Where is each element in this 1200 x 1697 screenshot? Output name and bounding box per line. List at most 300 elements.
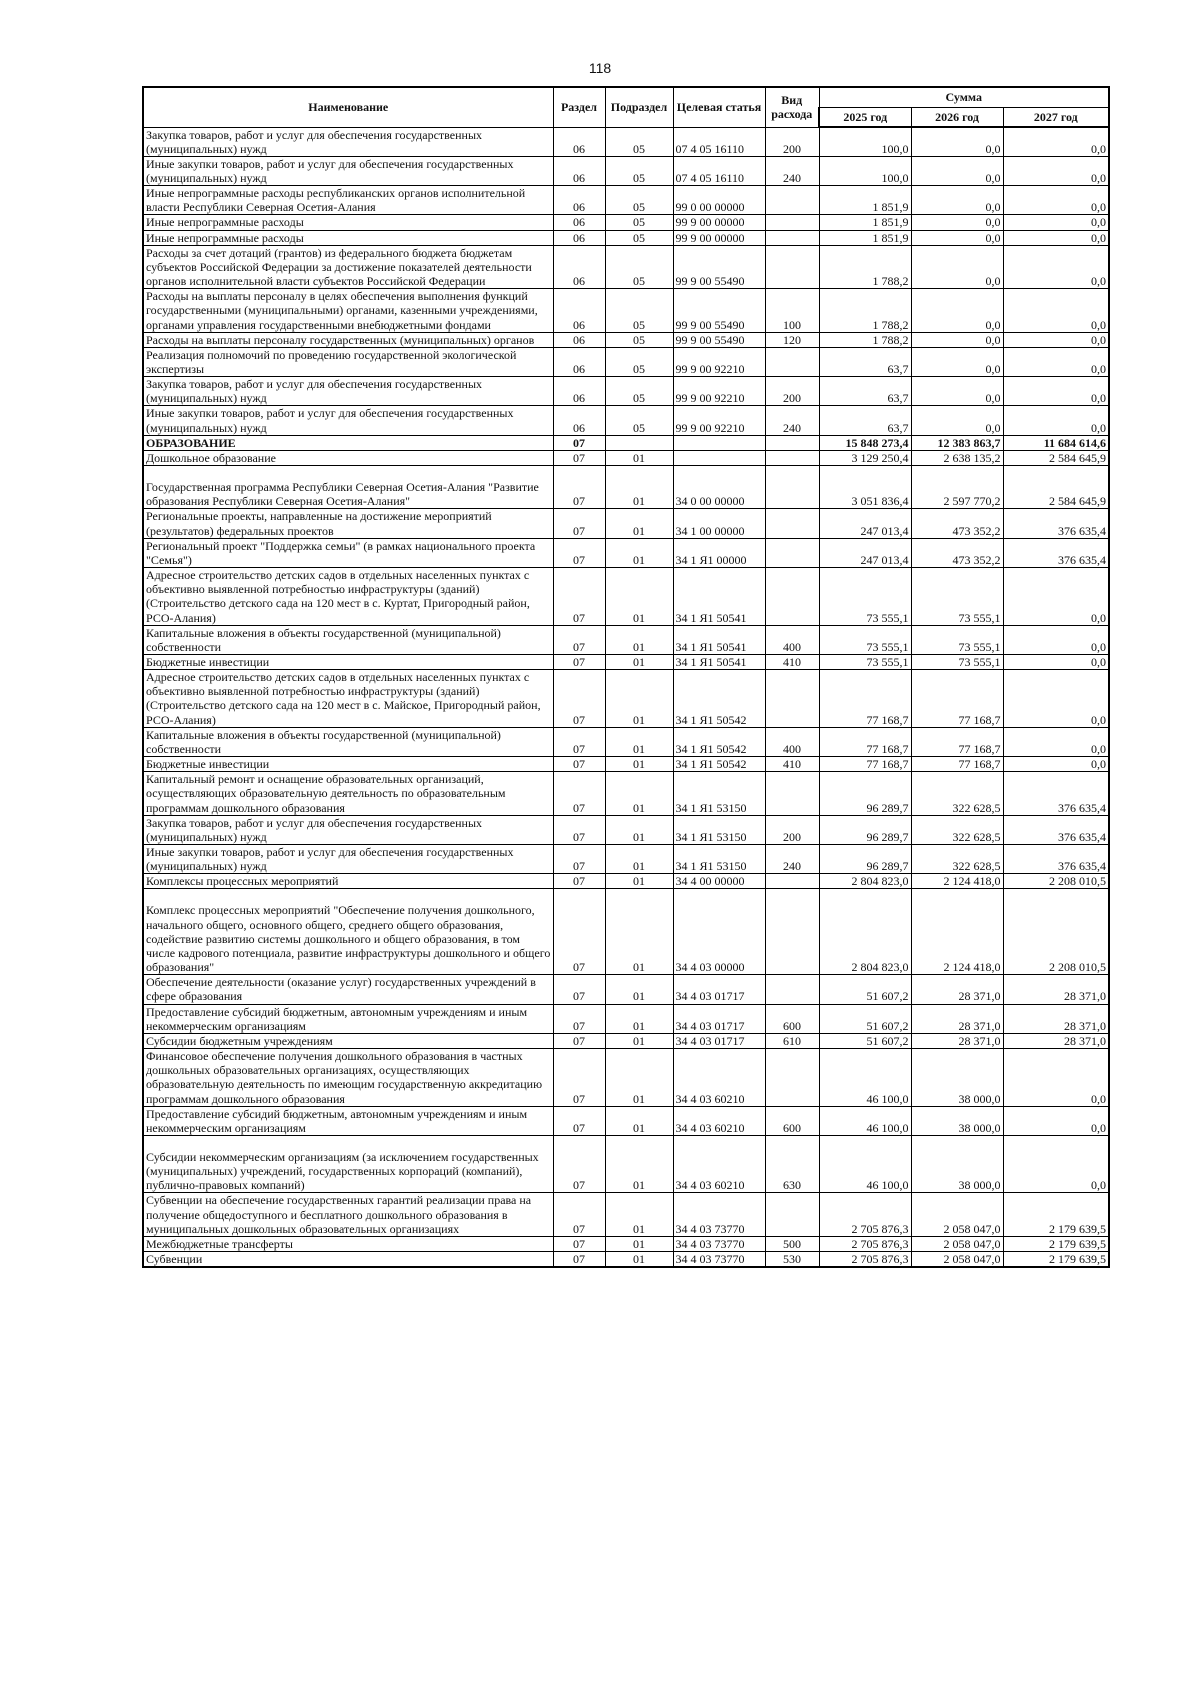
row-target: 99 9 00 00000 (673, 215, 765, 230)
row-razdel: 07 (553, 1106, 605, 1135)
row-vid (765, 874, 819, 889)
col-header-target: Целевая статья (673, 87, 765, 127)
row-sum-2027: 0,0 (1003, 1135, 1109, 1192)
row-vid (765, 975, 819, 1004)
row-sum-2026: 0,0 (911, 230, 1003, 245)
row-sum-2025: 46 100,0 (819, 1049, 911, 1107)
row-vid (765, 1193, 819, 1236)
row-razdel: 07 (553, 1193, 605, 1236)
row-sum-2025: 1 788,2 (819, 289, 911, 332)
row-name: Закупка товаров, работ и услуг для обеспечения государственных (муниципальных) нужд (143, 377, 553, 406)
row-podrazdel: 01 (605, 670, 673, 728)
row-name: Расходы на выплаты персоналу в целях обеспечения выполнения функций государственными (муниципальными) органами, казенными учреждениями, органами управления государственными внебюджетными фондами (143, 289, 553, 332)
row-target: 34 4 03 73770 (673, 1193, 765, 1236)
row-podrazdel (605, 435, 673, 450)
row-sum-2026: 0,0 (911, 289, 1003, 332)
row-podrazdel: 01 (605, 568, 673, 626)
col-header-podrazdel: Подраздел (605, 87, 673, 127)
row-sum-2025: 51 607,2 (819, 975, 911, 1004)
row-sum-2025: 96 289,7 (819, 772, 911, 815)
row-name: ОБРАЗОВАНИЕ (143, 435, 553, 450)
row-name: Региональные проекты, направленные на достижение мероприятий (результатов) федеральных проектов (143, 509, 553, 538)
row-podrazdel: 01 (605, 1106, 673, 1135)
row-razdel: 07 (553, 450, 605, 465)
row-sum-2027: 0,0 (1003, 230, 1109, 245)
row-sum-2026: 73 555,1 (911, 654, 1003, 669)
row-sum-2027: 0,0 (1003, 332, 1109, 347)
row-razdel: 07 (553, 568, 605, 626)
row-target: 99 9 00 55490 (673, 332, 765, 347)
row-podrazdel: 05 (605, 332, 673, 347)
row-name: Дошкольное образование (143, 450, 553, 465)
row-sum-2027: 28 371,0 (1003, 1004, 1109, 1033)
row-razdel: 06 (553, 406, 605, 435)
row-name: Реализация полномочий по проведению государственной экологической экспертизы (143, 347, 553, 376)
table-row (143, 625, 1109, 654)
row-sum-2027: 2 179 639,5 (1003, 1193, 1109, 1236)
row-target: 34 4 03 00000 (673, 889, 765, 975)
row-podrazdel: 01 (605, 772, 673, 815)
row-sum-2025: 46 100,0 (819, 1135, 911, 1192)
col-header-razdel: Раздел (553, 87, 605, 127)
row-sum-2026: 0,0 (911, 332, 1003, 347)
row-sum-2026: 2 638 135,2 (911, 450, 1003, 465)
row-sum-2027: 376 635,4 (1003, 538, 1109, 567)
row-podrazdel: 05 (605, 245, 673, 288)
row-sum-2025: 247 013,4 (819, 538, 911, 567)
row-sum-2026: 473 352,2 (911, 538, 1003, 567)
table-row (143, 1033, 1109, 1048)
row-sum-2027: 11 684 614,6 (1003, 435, 1109, 450)
table-row (143, 230, 1109, 245)
row-name: Предоставление субсидий бюджетным, автономным учреждениям и иным некоммерческим организациям (143, 1106, 553, 1135)
row-name: Иные закупки товаров, работ и услуг для обеспечения государственных (муниципальных) нужд (143, 406, 553, 435)
row-sum-2027: 0,0 (1003, 127, 1109, 156)
row-sum-2026: 28 371,0 (911, 975, 1003, 1004)
row-razdel: 07 (553, 435, 605, 450)
row-sum-2027: 0,0 (1003, 156, 1109, 185)
row-target: 34 1 Я1 50541 (673, 568, 765, 626)
row-podrazdel: 01 (605, 874, 673, 889)
table-row (143, 406, 1109, 435)
row-target: 34 1 Я1 50542 (673, 670, 765, 728)
table-row (143, 889, 1109, 975)
row-podrazdel: 01 (605, 654, 673, 669)
row-podrazdel: 01 (605, 757, 673, 772)
row-razdel: 07 (553, 538, 605, 567)
row-sum-2027: 0,0 (1003, 377, 1109, 406)
row-sum-2025: 63,7 (819, 377, 911, 406)
row-razdel: 06 (553, 347, 605, 376)
row-target: 34 4 03 60210 (673, 1106, 765, 1135)
table-row (143, 127, 1109, 156)
row-name: Адресное строительство детских садов в отдельных населенных пунктах с объективно выявленной потребностью инфраструктуры (зданий)(Строительство детского сада на 120 мест в с. Куртат, Пригородный район, РСО-Алания) (143, 568, 553, 626)
row-podrazdel: 01 (605, 1033, 673, 1048)
row-razdel: 07 (553, 625, 605, 654)
row-target: 07 4 05 16110 (673, 127, 765, 156)
row-vid (765, 245, 819, 288)
row-sum-2026: 73 555,1 (911, 568, 1003, 626)
row-sum-2027: 28 371,0 (1003, 1033, 1109, 1048)
row-podrazdel: 01 (605, 1252, 673, 1268)
row-sum-2027: 376 635,4 (1003, 815, 1109, 844)
table-row (143, 654, 1109, 669)
row-sum-2025: 77 168,7 (819, 670, 911, 728)
row-target: 99 9 00 92210 (673, 377, 765, 406)
row-razdel: 07 (553, 727, 605, 756)
table-row (143, 509, 1109, 538)
row-sum-2026: 322 628,5 (911, 815, 1003, 844)
row-sum-2026: 12 383 863,7 (911, 435, 1003, 450)
row-target: 34 4 03 01717 (673, 1004, 765, 1033)
row-razdel: 06 (553, 186, 605, 215)
row-sum-2026: 38 000,0 (911, 1106, 1003, 1135)
row-target: 34 4 00 00000 (673, 874, 765, 889)
row-sum-2025: 3 129 250,4 (819, 450, 911, 465)
row-razdel: 06 (553, 156, 605, 185)
row-sum-2027: 0,0 (1003, 186, 1109, 215)
row-name: Региональный проект "Поддержка семьи" (в рамках национального проекта "Семья") (143, 538, 553, 567)
row-vid (765, 509, 819, 538)
row-podrazdel: 05 (605, 406, 673, 435)
row-sum-2025: 100,0 (819, 156, 911, 185)
row-name: Комплекс процессных мероприятий "Обеспечение получения дошкольного, начального общего, основного общего, среднего общего образования, содействие развитию системы дошкольного и общего образования, в том числе кадрового потенциала, развитие инфраструктуры дошкольного и общего образования" (143, 889, 553, 975)
row-sum-2025: 1 788,2 (819, 245, 911, 288)
row-sum-2026: 0,0 (911, 377, 1003, 406)
row-razdel: 07 (553, 1135, 605, 1192)
row-target: 99 9 00 92210 (673, 347, 765, 376)
row-target: 99 9 00 00000 (673, 230, 765, 245)
row-podrazdel: 01 (605, 727, 673, 756)
table-row (143, 1252, 1109, 1268)
row-target: 34 4 03 73770 (673, 1236, 765, 1251)
row-podrazdel: 01 (605, 845, 673, 874)
row-target: 34 1 Я1 50541 (673, 654, 765, 669)
row-sum-2027: 0,0 (1003, 670, 1109, 728)
row-target: 99 0 00 00000 (673, 186, 765, 215)
row-sum-2025: 2 804 823,0 (819, 889, 911, 975)
row-target (673, 450, 765, 465)
row-sum-2027: 0,0 (1003, 568, 1109, 626)
row-vid (765, 538, 819, 567)
row-name: Государственная программа Республики Северная Осетия-Алания "Развитие образования Республики Северная Осетия-Алания" (143, 466, 553, 509)
row-sum-2026: 77 168,7 (911, 727, 1003, 756)
table-row (143, 450, 1109, 465)
row-sum-2026: 28 371,0 (911, 1033, 1003, 1048)
row-target: 34 1 Я1 50542 (673, 757, 765, 772)
table-row (143, 1236, 1109, 1251)
row-sum-2027: 0,0 (1003, 347, 1109, 376)
row-podrazdel: 01 (605, 1049, 673, 1107)
row-podrazdel: 01 (605, 450, 673, 465)
row-vid: 120 (765, 332, 819, 347)
row-razdel: 07 (553, 1252, 605, 1268)
row-sum-2025: 2 705 876,3 (819, 1193, 911, 1236)
row-vid: 410 (765, 757, 819, 772)
table-row (143, 1106, 1109, 1135)
row-vid: 200 (765, 815, 819, 844)
row-name: Бюджетные инвестиции (143, 654, 553, 669)
row-sum-2027: 0,0 (1003, 727, 1109, 756)
row-podrazdel: 05 (605, 215, 673, 230)
row-name: Субвенции (143, 1252, 553, 1268)
row-name: Капитальные вложения в объекты государственной (муниципальной) собственности (143, 727, 553, 756)
row-razdel: 07 (553, 845, 605, 874)
row-razdel: 07 (553, 772, 605, 815)
row-sum-2025: 73 555,1 (819, 568, 911, 626)
row-sum-2027: 2 584 645,9 (1003, 466, 1109, 509)
row-podrazdel: 05 (605, 347, 673, 376)
row-podrazdel: 01 (605, 1193, 673, 1236)
table-row (143, 215, 1109, 230)
row-name: Финансовое обеспечение получения дошкольного образования в частных дошкольных образовательных организациях, осуществляющих образовательную деятельность по имеющим государственную аккредитацию программам дошкольного образования (143, 1049, 553, 1107)
row-vid: 500 (765, 1236, 819, 1251)
row-sum-2027: 2 179 639,5 (1003, 1236, 1109, 1251)
row-sum-2026: 77 168,7 (911, 757, 1003, 772)
row-sum-2027: 376 635,4 (1003, 772, 1109, 815)
row-sum-2026: 2 058 047,0 (911, 1236, 1003, 1251)
row-vid: 630 (765, 1135, 819, 1192)
row-razdel: 07 (553, 757, 605, 772)
row-razdel: 06 (553, 215, 605, 230)
row-vid: 200 (765, 377, 819, 406)
row-podrazdel: 01 (605, 889, 673, 975)
table-row (143, 757, 1109, 772)
row-sum-2025: 2 804 823,0 (819, 874, 911, 889)
row-sum-2025: 1 851,9 (819, 186, 911, 215)
row-sum-2025: 51 607,2 (819, 1033, 911, 1048)
col-header-vid: Вид расхода (765, 87, 819, 127)
row-sum-2025: 1 851,9 (819, 230, 911, 245)
table-row (143, 568, 1109, 626)
row-target: 34 0 00 00000 (673, 466, 765, 509)
row-target: 99 9 00 55490 (673, 245, 765, 288)
row-podrazdel: 01 (605, 466, 673, 509)
row-sum-2026: 0,0 (911, 215, 1003, 230)
row-sum-2026: 2 058 047,0 (911, 1193, 1003, 1236)
row-sum-2026: 473 352,2 (911, 509, 1003, 538)
row-target: 07 4 05 16110 (673, 156, 765, 185)
row-target: 34 4 03 60210 (673, 1135, 765, 1192)
row-vid: 610 (765, 1033, 819, 1048)
row-sum-2025: 46 100,0 (819, 1106, 911, 1135)
budget-table (142, 86, 1110, 1268)
row-razdel: 06 (553, 127, 605, 156)
row-podrazdel: 01 (605, 625, 673, 654)
table-row (143, 186, 1109, 215)
col-header-2026: 2026 год (911, 107, 1003, 127)
row-sum-2025: 96 289,7 (819, 815, 911, 844)
row-vid (765, 347, 819, 376)
row-vid: 240 (765, 406, 819, 435)
table-row (143, 347, 1109, 376)
table-row (143, 874, 1109, 889)
col-header-name: Наименование (143, 87, 553, 127)
row-name: Капитальные вложения в объекты государственной (муниципальной) собственности (143, 625, 553, 654)
row-target: 34 4 03 01717 (673, 975, 765, 1004)
row-vid (765, 435, 819, 450)
row-target: 34 1 00 00000 (673, 509, 765, 538)
row-vid (765, 215, 819, 230)
row-razdel: 07 (553, 1033, 605, 1048)
row-sum-2027: 2 208 010,5 (1003, 889, 1109, 975)
row-sum-2026: 0,0 (911, 186, 1003, 215)
row-sum-2026: 28 371,0 (911, 1004, 1003, 1033)
row-podrazdel: 05 (605, 230, 673, 245)
row-sum-2026: 2 597 770,2 (911, 466, 1003, 509)
row-vid (765, 889, 819, 975)
table-row (143, 245, 1109, 288)
row-vid (765, 450, 819, 465)
row-podrazdel: 01 (605, 1004, 673, 1033)
row-razdel: 07 (553, 1236, 605, 1251)
row-sum-2027: 2 584 645,9 (1003, 450, 1109, 465)
row-target: 34 1 Я1 50542 (673, 727, 765, 756)
row-vid (765, 186, 819, 215)
row-sum-2027: 0,0 (1003, 757, 1109, 772)
table-row (143, 1049, 1109, 1107)
row-podrazdel: 01 (605, 1135, 673, 1192)
row-name: Иные непрограммные расходы (143, 230, 553, 245)
table-row (143, 670, 1109, 728)
row-podrazdel: 05 (605, 377, 673, 406)
row-vid (765, 670, 819, 728)
row-vid: 400 (765, 727, 819, 756)
row-sum-2025: 73 555,1 (819, 625, 911, 654)
row-vid: 600 (765, 1004, 819, 1033)
row-sum-2027: 28 371,0 (1003, 975, 1109, 1004)
table-row (143, 845, 1109, 874)
table-row (143, 435, 1109, 450)
row-target: 34 4 03 01717 (673, 1033, 765, 1048)
row-razdel: 07 (553, 975, 605, 1004)
row-vid: 100 (765, 289, 819, 332)
row-name: Бюджетные инвестиции (143, 757, 553, 772)
row-name: Межбюджетные трансферты (143, 1236, 553, 1251)
row-name: Иные закупки товаров, работ и услуг для обеспечения государственных (муниципальных) нужд (143, 845, 553, 874)
row-vid: 400 (765, 625, 819, 654)
row-vid: 600 (765, 1106, 819, 1135)
table-row (143, 727, 1109, 756)
row-podrazdel: 01 (605, 538, 673, 567)
row-podrazdel: 05 (605, 186, 673, 215)
table-row (143, 1135, 1109, 1192)
row-podrazdel: 05 (605, 289, 673, 332)
row-sum-2025: 73 555,1 (819, 654, 911, 669)
row-razdel: 07 (553, 466, 605, 509)
col-header-sum: Сумма (819, 87, 1109, 107)
table-body (143, 127, 1109, 1267)
row-name: Комплексы процессных мероприятий (143, 874, 553, 889)
row-target: 99 9 00 92210 (673, 406, 765, 435)
row-name: Капитальный ремонт и оснащение образовательных организаций, осуществляющих образовательную деятельность по образовательным программам дошкольного образования (143, 772, 553, 815)
row-vid (765, 1049, 819, 1107)
row-sum-2026: 0,0 (911, 245, 1003, 288)
row-vid: 200 (765, 127, 819, 156)
row-name: Предоставление субсидий бюджетным, автономным учреждениям и иным некоммерческим организациям (143, 1004, 553, 1033)
row-sum-2025: 1 851,9 (819, 215, 911, 230)
table-row (143, 332, 1109, 347)
row-name: Расходы за счет дотаций (грантов) из федерального бюджета бюджетам субъектов Российской Федерации за достижение показателей деятельности органов исполнительной власти субъектов Российской Федерации (143, 245, 553, 288)
row-sum-2027: 0,0 (1003, 1049, 1109, 1107)
row-razdel: 06 (553, 230, 605, 245)
row-target: 34 1 Я1 50541 (673, 625, 765, 654)
row-sum-2025: 77 168,7 (819, 757, 911, 772)
table-row (143, 538, 1109, 567)
table-row (143, 466, 1109, 509)
table-row (143, 975, 1109, 1004)
row-target: 34 1 Я1 53150 (673, 772, 765, 815)
row-name: Иные закупки товаров, работ и услуг для обеспечения государственных (муниципальных) нужд (143, 156, 553, 185)
row-podrazdel: 01 (605, 1236, 673, 1251)
table-row (143, 377, 1109, 406)
table-row (143, 156, 1109, 185)
row-razdel: 07 (553, 889, 605, 975)
row-name: Иные непрограммные расходы республиканских органов исполнительной власти Республики Северная Осетия-Алания (143, 186, 553, 215)
row-sum-2027: 0,0 (1003, 245, 1109, 288)
table-row (143, 815, 1109, 844)
row-sum-2026: 73 555,1 (911, 625, 1003, 654)
row-razdel: 07 (553, 670, 605, 728)
row-sum-2025: 63,7 (819, 406, 911, 435)
row-sum-2026: 77 168,7 (911, 670, 1003, 728)
row-name: Адресное строительство детских садов в отдельных населенных пунктах с объективно выявленной потребностью инфраструктуры (зданий) (Строительство детского сада на 120 мест в с. Майское, Пригородный район, РСО-Алания) (143, 670, 553, 728)
row-name: Закупка товаров, работ и услуг для обеспечения государственных (муниципальных) нужд (143, 127, 553, 156)
row-name: Закупка товаров, работ и услуг для обеспечения государственных (муниципальных) нужд (143, 815, 553, 844)
row-sum-2027: 2 208 010,5 (1003, 874, 1109, 889)
row-razdel: 07 (553, 874, 605, 889)
table-row (143, 772, 1109, 815)
row-sum-2026: 0,0 (911, 347, 1003, 376)
row-razdel: 07 (553, 509, 605, 538)
row-name: Субсидии бюджетным учреждениям (143, 1033, 553, 1048)
row-vid: 530 (765, 1252, 819, 1268)
row-sum-2026: 322 628,5 (911, 772, 1003, 815)
row-sum-2027: 0,0 (1003, 406, 1109, 435)
page-number: 118 (588, 60, 612, 76)
row-sum-2025: 96 289,7 (819, 845, 911, 874)
row-sum-2025: 51 607,2 (819, 1004, 911, 1033)
row-sum-2025: 77 168,7 (819, 727, 911, 756)
row-sum-2027: 0,0 (1003, 1106, 1109, 1135)
row-podrazdel: 01 (605, 509, 673, 538)
row-sum-2027: 0,0 (1003, 215, 1109, 230)
row-sum-2025: 1 788,2 (819, 332, 911, 347)
row-target (673, 435, 765, 450)
row-name: Иные непрограммные расходы (143, 215, 553, 230)
row-razdel: 07 (553, 1004, 605, 1033)
row-razdel: 06 (553, 377, 605, 406)
row-sum-2025: 247 013,4 (819, 509, 911, 538)
row-target: 34 4 03 60210 (673, 1049, 765, 1107)
row-razdel: 07 (553, 815, 605, 844)
row-target: 34 1 Я1 53150 (673, 845, 765, 874)
row-sum-2025: 15 848 273,4 (819, 435, 911, 450)
row-target: 34 4 03 73770 (673, 1252, 765, 1268)
row-sum-2027: 376 635,4 (1003, 509, 1109, 538)
row-name: Субсидии некоммерческим организациям (за исключением государственных (муниципальных) учреждений, государственных корпораций (компаний), публично-правовых компаний) (143, 1135, 553, 1192)
row-target: 34 1 Я1 53150 (673, 815, 765, 844)
row-sum-2026: 0,0 (911, 406, 1003, 435)
col-header-2027: 2027 год (1003, 107, 1109, 127)
row-vid (765, 230, 819, 245)
row-sum-2027: 376 635,4 (1003, 845, 1109, 874)
row-sum-2026: 2 124 418,0 (911, 889, 1003, 975)
row-sum-2027: 0,0 (1003, 654, 1109, 669)
row-sum-2026: 2 124 418,0 (911, 874, 1003, 889)
row-name: Обеспечение деятельности (оказание услуг) государственных учреждений в сфере образования (143, 975, 553, 1004)
row-sum-2025: 2 705 876,3 (819, 1252, 911, 1268)
